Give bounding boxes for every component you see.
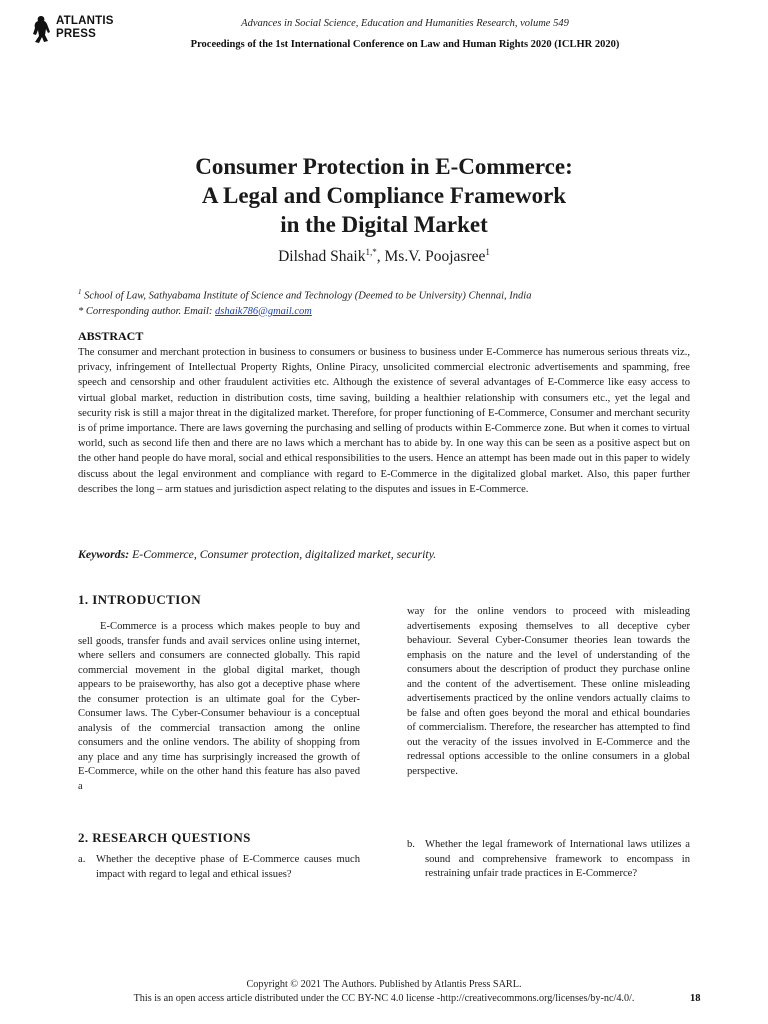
page-number: 18 bbox=[690, 993, 701, 1004]
keywords-line bbox=[78, 547, 690, 562]
corresponding-line bbox=[78, 304, 708, 319]
intro-column-right: way for the online vendors to proceed with misleading advertisements exposing themselves to all deceptive cyber behaviour. Several Cyber-Consumer theories lean towards the emphasis on the nature and the level of understanding of the consumers about the description of product they purchase online and the content of the advertisement. These online misleading advertisements practiced by the online vendors actually claims to be false and often goes beyond the moral and ethical boundaries of commercialism. Therefore, the researcher has attempted to find out the veracity of the issues involved in E-Commerce and the redressal options accessible to the online consumers in a global perspective. bbox=[407, 606, 690, 777]
research-questions-heading: 2. RESEARCH QUESTIONS bbox=[78, 830, 251, 845]
abstract-heading: ABSTRACT bbox=[78, 329, 144, 343]
question-a-text: Whether the deceptive phase of E-Commerce causes much impact with regard to legal and ethical issues? bbox=[96, 854, 360, 880]
affiliation-block bbox=[78, 285, 708, 319]
author-list bbox=[60, 247, 708, 266]
atlantis-figure-icon bbox=[30, 14, 52, 44]
paper-title bbox=[60, 152, 708, 239]
title-line2: A Legal and Compliance Framework bbox=[201, 183, 567, 208]
keywords-text: E-Commerce, Consumer protection, digitalized market, security. bbox=[129, 547, 437, 561]
question-b-text: Whether the legal framework of International laws utilizes a sound and comprehensive framework to encompass in restraining unfair trade practices in E-Commerce? bbox=[425, 839, 690, 879]
author-1: Dilshad Shaik bbox=[278, 248, 366, 266]
atlantis-press-logo bbox=[30, 14, 120, 46]
author-1-affil: 1,* bbox=[365, 247, 377, 257]
question-b bbox=[407, 838, 690, 882]
logo-line1: ATLANTIS bbox=[56, 15, 114, 27]
question-b-marker: b. bbox=[407, 839, 415, 850]
title-line1: Consumer Protection in E-Commerce: bbox=[195, 154, 573, 179]
logo-line2: PRESS bbox=[56, 28, 96, 40]
corresponding-label: * Corresponding author. Email: bbox=[78, 305, 215, 317]
author-2-affil: 1 bbox=[485, 247, 490, 257]
copyright-line: Copyright © 2021 The Authors. Published by Atlantis Press SARL. bbox=[246, 979, 522, 990]
question-a bbox=[78, 853, 360, 882]
author-separator: , bbox=[376, 248, 385, 266]
affiliation-line bbox=[78, 285, 708, 304]
intro-heading: 1. INTRODUCTION bbox=[78, 592, 202, 607]
keywords-label: Keywords: bbox=[78, 547, 130, 561]
affiliation-sup: 1 bbox=[78, 288, 82, 296]
affiliation-text: School of Law, Sathyabama Institute of Science and Technology (Deemed to be University) Chennai, India bbox=[81, 290, 532, 302]
abstract-text: The consumer and merchant protection in business to consumers or business to business under E-Commerce has numerous serious threats viz., privacy, infringement of Intellectual Property Rights, Online Piracy, unsolicited commercial electronic advertisements and spamming, free speech and censorship and other fraudulent activities etc. Although the existence of several advantages of E-Commerce like easy access to virtual global market, reduction in distribution costs, time saving, building a healthier relationship with consumers etc., yet the legal and security risk is still a major threat in the digitalized market. Therefore, for proper functioning of E-Commerce, Consumer and merchant security is of prime importance. There are laws governing the purchasing and selling of products within E-Commerce zone. But when it comes to virtual world, such as second life then and there are no laws which a merchant has to abide by. In one way this can be seen as a positive aspect but on the other hand people do have moral, social and ethical responsibilities to the users. Hence an attempt has been made out in this paper to widely discuss about the legal environment and compliance with regard to E-Commerce in the digitalized global market. Also, this paper further describes the long – arm statues and jurisdiction aspect relating to the disputes and issues in E-Commerce. bbox=[78, 347, 690, 495]
question-a-marker: a. bbox=[78, 854, 86, 865]
series-title: Advances in Social Science, Education and Humanities Research, volume 549 bbox=[241, 18, 569, 29]
email-link[interactable]: dshaik786@gmail.com bbox=[215, 305, 312, 317]
proceedings-title: Proceedings of the 1st International Conference on Law and Human Rights 2020 (ICLHR 2020) bbox=[190, 39, 620, 50]
title-line3: in the Digital Market bbox=[280, 212, 488, 237]
license-line: This is an open access article distributed under the CC BY-NC 4.0 license -http://creativecommons.org/licenses/by-nc/4.0/. bbox=[133, 993, 635, 1004]
author-2: Ms.V. Poojasree bbox=[384, 248, 486, 266]
intro-column-left: E-Commerce is a process which makes people to buy and sell goods, transfer funds and avail services online using internet, where sellers and consumers are connected globally. This rapid commercial movement in the global digital market, though appears to be praiseworthy, has also got a deceptive phase where the consumer protection is an ultimate goal for the Cyber-Consumer laws. The Cyber-Consumer behaviour is a conceptual analysis of the commercial transaction among the online consumers and the online vendors. The ability of shopping from any place and any time has surprisingly increased the growth of E-Commerce, while on the other hand this feature has also paved a bbox=[78, 621, 360, 792]
